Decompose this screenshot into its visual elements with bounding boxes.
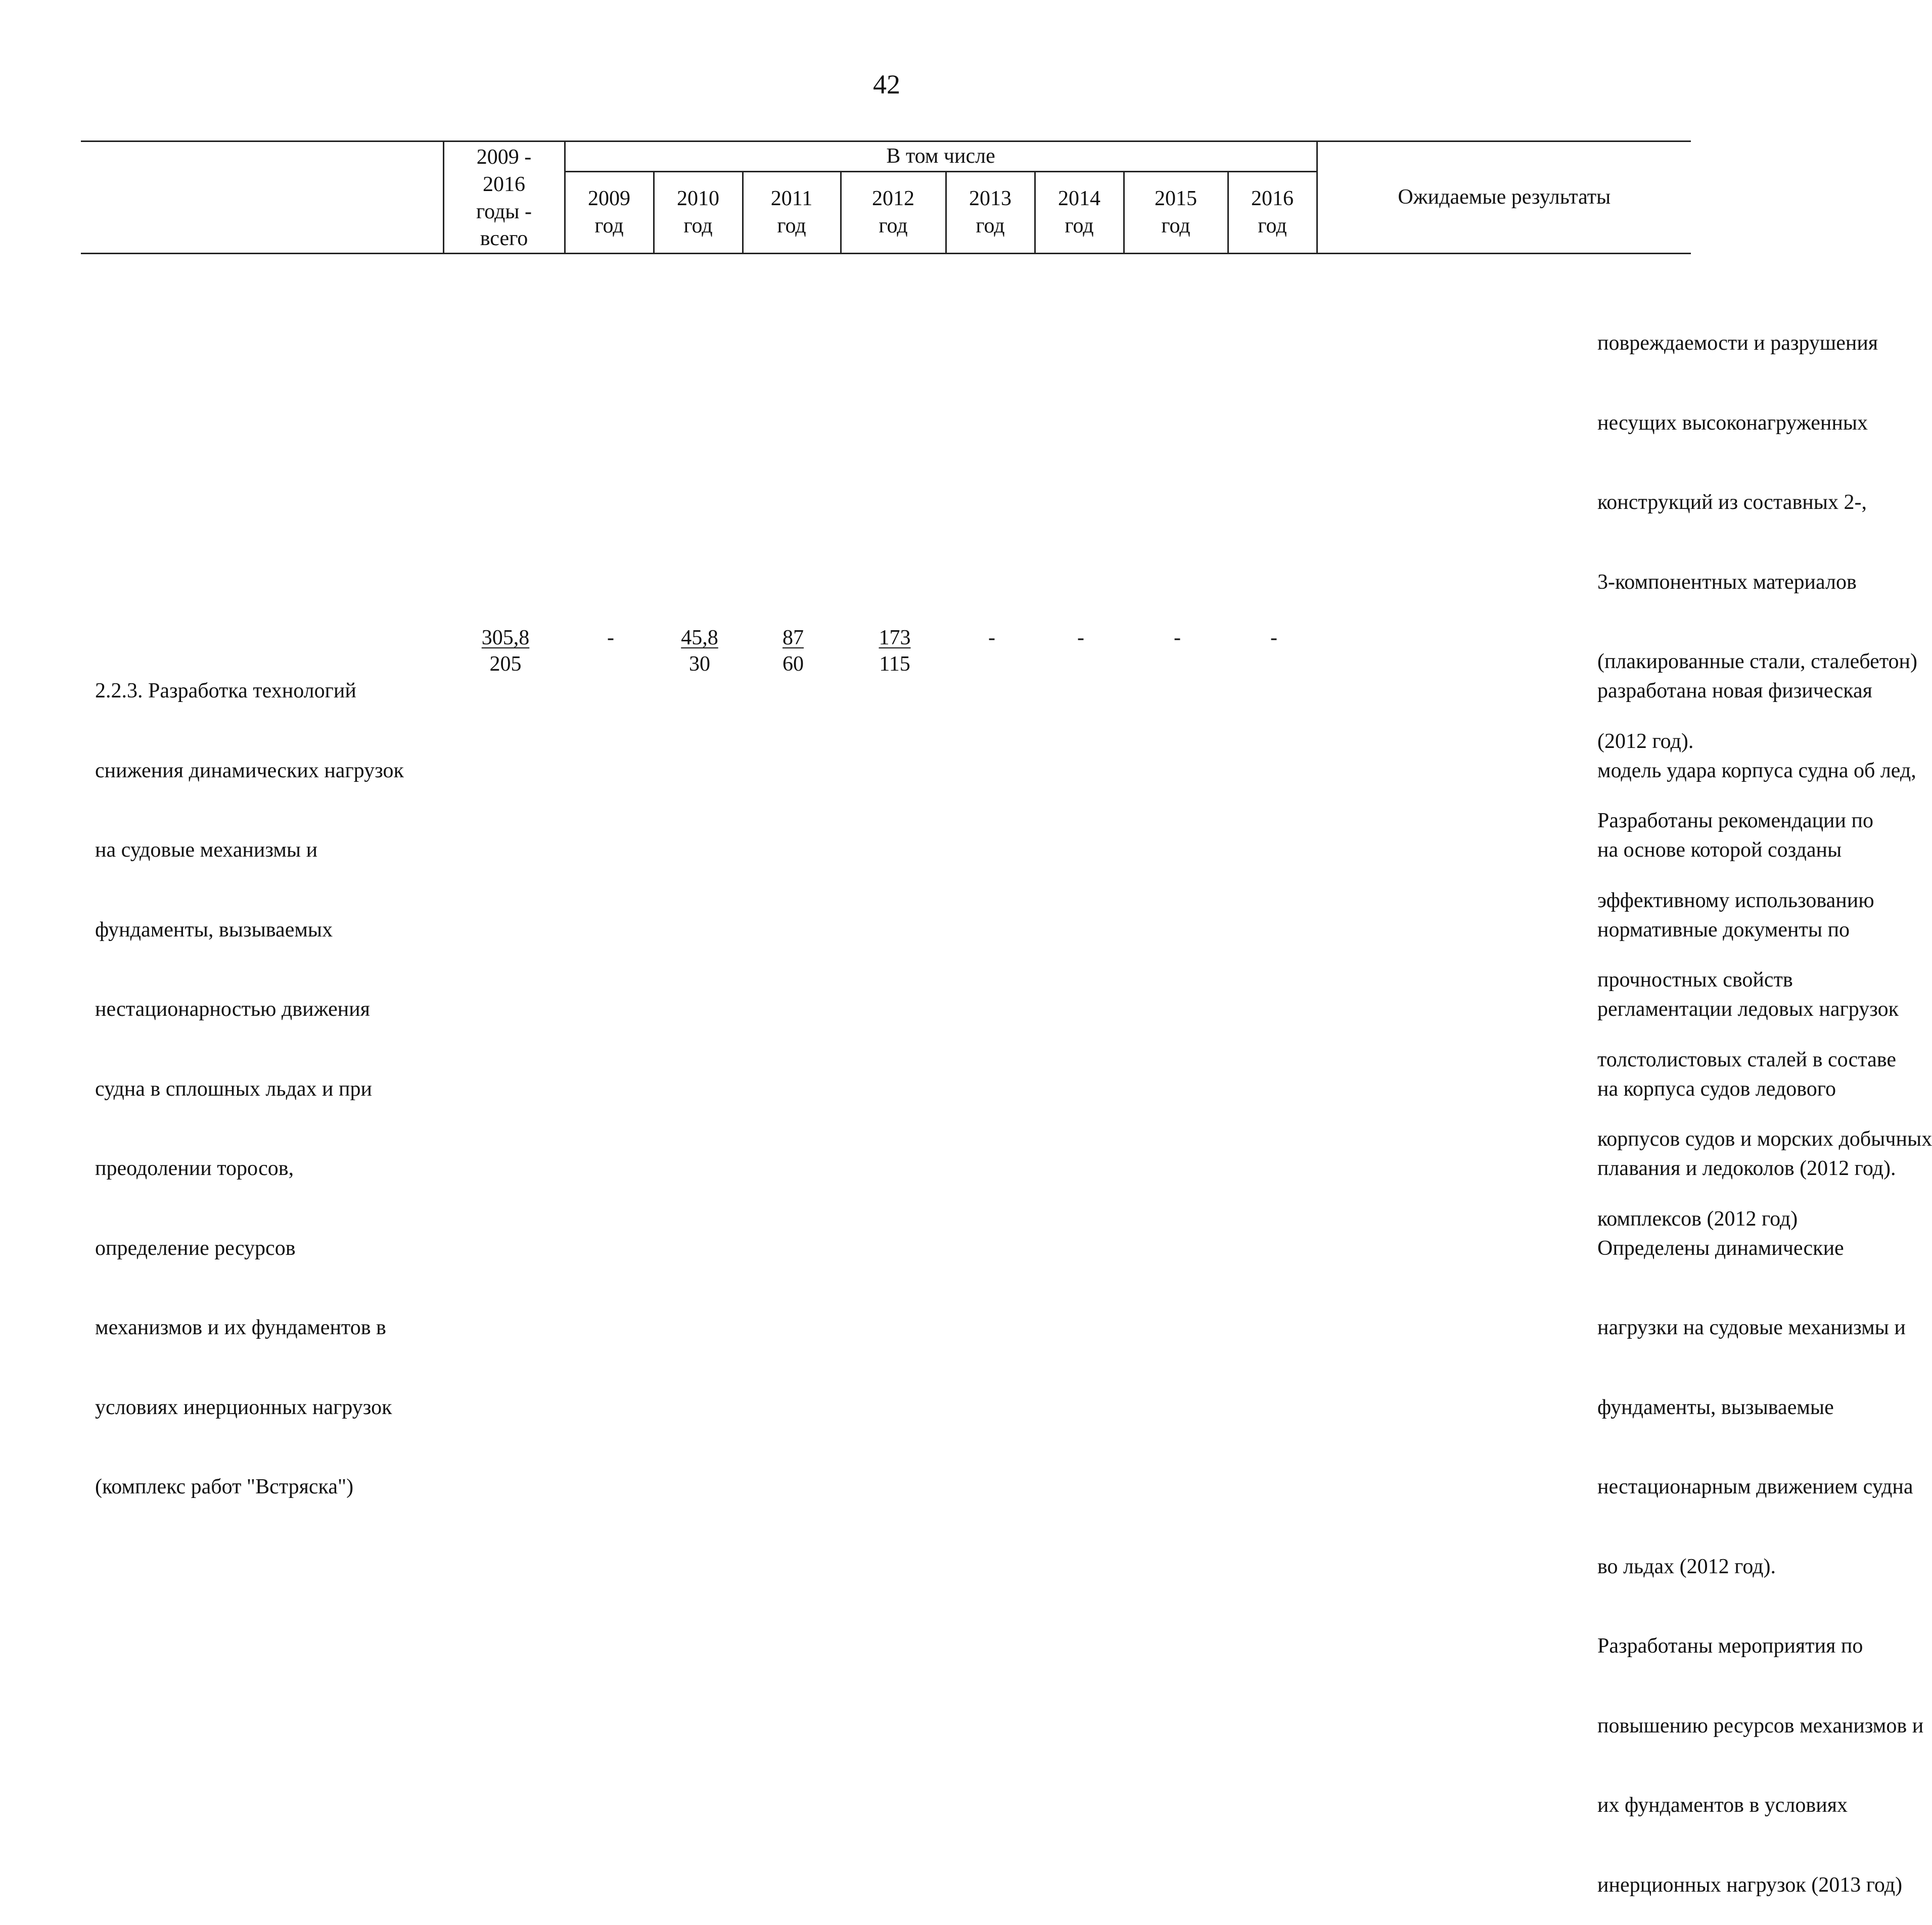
header-year-2014: 2014 год [1035, 172, 1124, 254]
value-total: 305,8 205 [481, 626, 530, 676]
continued-results: повреждаемости и разрушения несущих высоконагруженных конструкций из составных 2-, 3-компонентных материалов (плакированные стали, сталебетон) (2012 год). Разработаны рекомендации по эффективному использованию прочностных свойств толстолистовых сталей в составе корпусов судов и морских добычных комплексов (2012 год) [1597, 332, 1932, 1231]
value-2013: - [988, 626, 995, 649]
header-total-line: всего [480, 227, 528, 251]
header-total-line: 2016 [483, 172, 525, 196]
header-total-cell [443, 142, 565, 254]
header-year-2011: 2011 год [743, 172, 841, 254]
header-name-cell [81, 142, 443, 254]
header-year-2015: 2015 год [1124, 172, 1228, 254]
table-header [81, 140, 1691, 254]
value-2009: - [607, 626, 614, 649]
header-results-label: Ожидаемые результаты [1317, 142, 1691, 254]
row-results: разработана новая физическая модель удара корпуса судна об лед, на основе которой созданы нормативные документы по регламентации ледовых нагрузок на корпуса судов ледового плавания и ледоколов (2012 год). Определены динамические нагрузки на судовые механизмы и фундаменты, вызываемые нестационарным движением судна во льдах (2012 год). Разработаны мероприятия по повышению ресурсов механизмов и их фундаментов в условиях инерционных нагрузок (2013 год) [1597, 679, 1924, 1897]
value-2012: 173 115 [879, 626, 911, 676]
header-year-2016: 2016 год [1228, 172, 1317, 254]
header-year-2010: 2010 год [654, 172, 743, 254]
value-2010: 45,8 30 [681, 626, 718, 676]
value-2016: - [1270, 626, 1277, 649]
row-name: 2.2.3. Разработка технологий снижения динамических нагрузок на судовые механизмы и фундаменты, вызываемых нестационарностью движения судна в сплошных льдах и при преодолении торосов, определение ресурсов механизмов и их фундаментов в условиях инерционных нагрузок (комплекс работ "Встряска") [95, 679, 404, 1498]
header-group-label: В том числе [565, 142, 1317, 172]
value-2011: 87 60 [783, 626, 804, 676]
value-2015: - [1174, 626, 1181, 649]
header-year-2013: 2013 год [946, 172, 1035, 254]
header-total-line: годы - [476, 200, 532, 223]
header-year-2009: 2009 год [565, 172, 654, 254]
header-total-line: 2009 - [476, 146, 532, 169]
header-year-2012: 2012 год [841, 172, 946, 254]
value-2014: - [1077, 626, 1084, 649]
page-number: 42 [873, 69, 900, 100]
